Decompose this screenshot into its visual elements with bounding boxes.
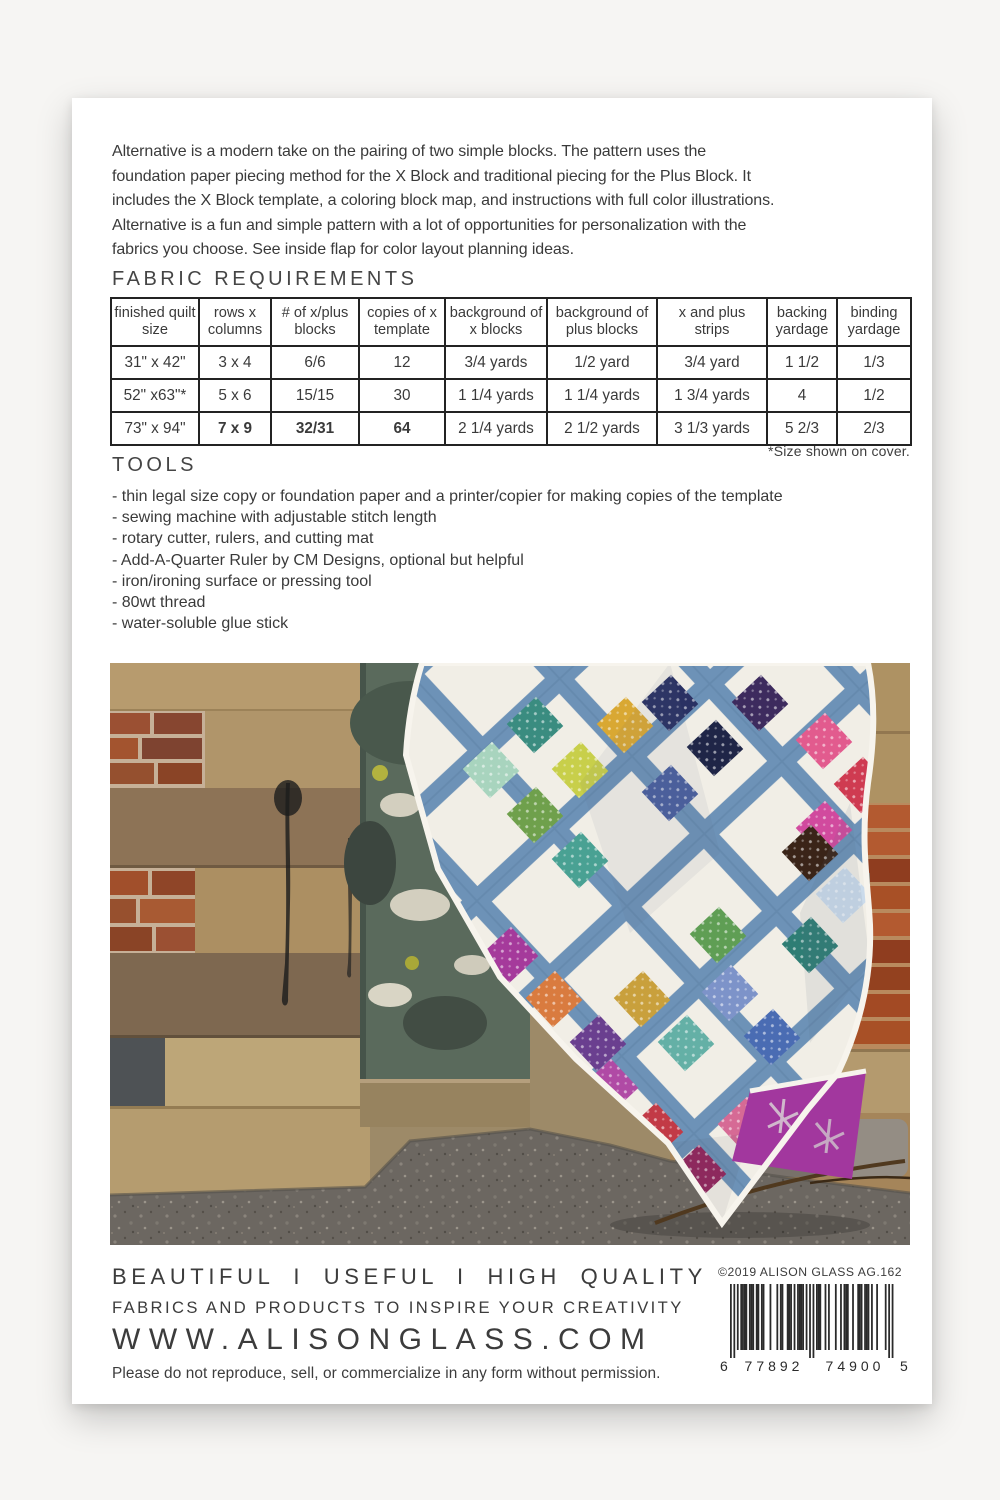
permission-note: Please do not reproduce, sell, or commercialize in any form without permission.	[112, 1365, 661, 1382]
footer-brand-block	[112, 1264, 707, 1383]
footer-subtagline: FABRICS AND PRODUCTS TO INSPIRE YOUR CREATIVITY	[112, 1298, 684, 1317]
copyright-line: ©2019 ALISON GLASS AG.162	[718, 1265, 903, 1279]
barcode-digits-right: 74900	[825, 1358, 885, 1374]
quilt-photo-graphic	[110, 663, 910, 1245]
table-row	[111, 346, 911, 379]
table-header-cell: background of plus blocks	[547, 298, 657, 346]
tools-heading: TOOLS	[112, 454, 197, 476]
table-cell: 1 1/4 yards	[547, 379, 657, 412]
table-cell: 73" x 94"	[111, 412, 199, 445]
table-cell: 2 1/2 yards	[547, 412, 657, 445]
fabric-requirements-heading: FABRIC REQUIREMENTS	[112, 268, 418, 290]
table-cell: 3/4 yards	[445, 346, 547, 379]
tool-item: - rotary cutter, rulers, and cutting mat	[112, 530, 374, 548]
table-cell: 5 x 6	[199, 379, 271, 412]
table-cell: 5 2/3	[767, 412, 837, 445]
table-cell: 32/31	[271, 412, 359, 445]
tool-item: - 80wt thread	[112, 594, 206, 612]
table-header-cell: binding yardage	[837, 298, 911, 346]
table-cell: 1/2 yard	[547, 346, 657, 379]
table-header-cell: # of x/plus blocks	[271, 298, 359, 346]
table-cell: 4	[767, 379, 837, 412]
footer-tagline: BEAUTIFUL I USEFUL I HIGH QUALITY	[112, 1264, 707, 1289]
table-row	[111, 379, 911, 412]
table-cell: 7 x 9	[199, 412, 271, 445]
table-header-cell: finished quilt size	[111, 298, 199, 346]
table-cell: 12	[359, 346, 445, 379]
website-url: WWW.ALISONGLASS.COM	[112, 1323, 654, 1356]
table-cell: 3 1/3 yards	[657, 412, 767, 445]
tool-item: - water-soluble glue stick	[112, 615, 289, 633]
quilt-photo	[110, 663, 910, 1245]
table-cell: 3/4 yard	[657, 346, 767, 379]
table-cell: 6/6	[271, 346, 359, 379]
fabric-requirements-table	[110, 297, 912, 446]
table-cell: 15/15	[271, 379, 359, 412]
table-cell: 30	[359, 379, 445, 412]
table-cell: 1 1/4 yards	[445, 379, 547, 412]
table-row	[111, 412, 911, 445]
tool-item: - sewing machine with adjustable stitch length	[112, 509, 437, 527]
tool-item: - Add-A-Quarter Ruler by CM Designs, optional but helpful	[112, 551, 524, 569]
barcode-digit-last: 5	[900, 1358, 908, 1374]
table-cell: 1/2	[837, 379, 911, 412]
tools-list	[112, 486, 912, 634]
barcode-digits-left: 77892	[744, 1358, 804, 1374]
tool-item: - iron/ironing surface or pressing tool	[112, 572, 372, 590]
table-header-cell: copies of x template	[359, 298, 445, 346]
tool-item: - thin legal size copy or foundation paper and a printer/copier for making copies of the template	[112, 488, 783, 505]
table-footnote: *Size shown on cover.	[768, 443, 910, 459]
table-header-cell: rows x columns	[199, 298, 271, 346]
table-header-cell: backing yardage	[767, 298, 837, 346]
table-header-cell: background of x blocks	[445, 298, 547, 346]
barcode	[718, 1282, 914, 1379]
table-cell: 1/3	[837, 346, 911, 379]
table-cell: 31" x 42"	[111, 346, 199, 379]
pattern-back-cover	[72, 98, 932, 1404]
footer-barcode-block	[718, 1265, 914, 1379]
table-header-cell: x and plus strips	[657, 298, 767, 346]
table-cell: 3 x 4	[199, 346, 271, 379]
table-cell: 2/3	[837, 412, 911, 445]
intro-paragraph: Alternative is a modern take on the pairing of two simple blocks. The pattern uses the foundation paper piecing method for the X Block and traditional piecing for the Plus Block. It includes the X Block template, a coloring block map, and instructions with full color illustrations. Alternative is a fun and simple pattern with a lot of opportunities for personalization with the fabrics you choose. See inside flap for color layout planning ideas.	[112, 143, 775, 258]
barcode-digit-first: 6	[720, 1358, 728, 1374]
table-cell: 2 1/4 yards	[445, 412, 547, 445]
table-cell: 64	[359, 412, 445, 445]
table-cell: 1 3/4 yards	[657, 379, 767, 412]
table-cell: 52" x63"*	[111, 379, 199, 412]
table-cell: 1 1/2	[767, 346, 837, 379]
